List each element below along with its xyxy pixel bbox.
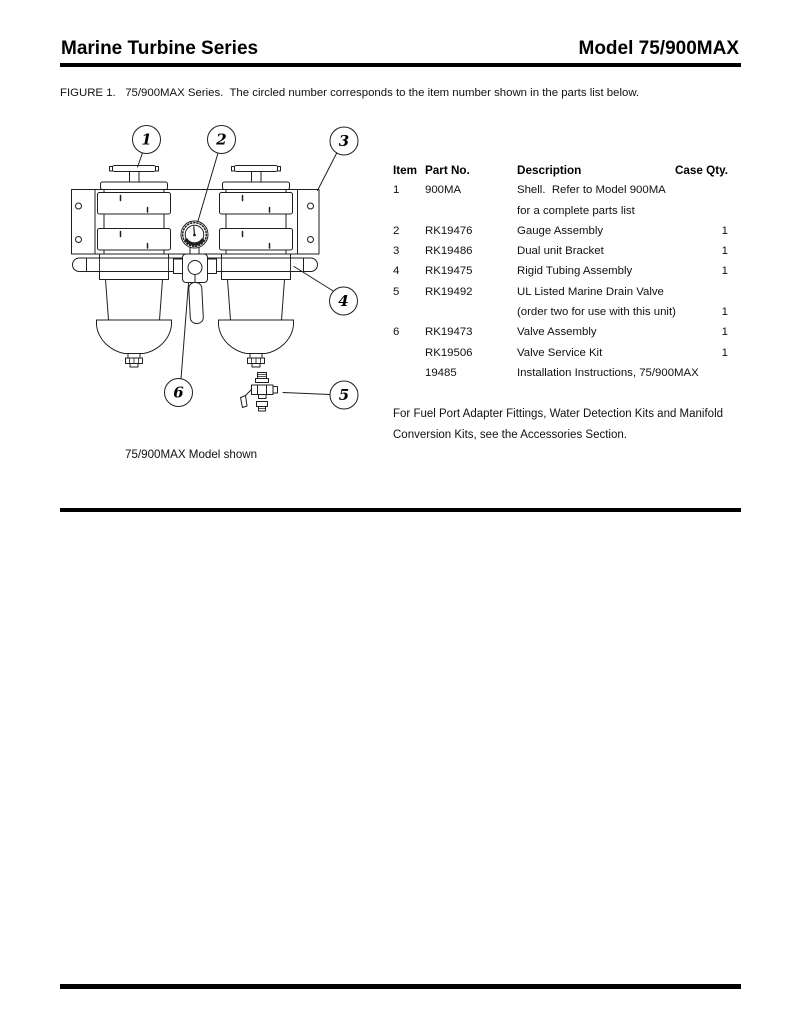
svg-text:4: 4 (338, 292, 349, 310)
col-header-description: Description (517, 164, 582, 177)
footer-bar (60, 984, 741, 989)
cell-qty: 1 (721, 346, 728, 359)
gauge-assembly (181, 221, 208, 248)
table-row (393, 205, 728, 225)
callout-6 (165, 379, 193, 407)
table-row (393, 265, 728, 285)
parts-table-header (393, 164, 728, 184)
cell-desc: Installation Instructions, 75/900MAX (517, 366, 699, 379)
cell-part: RK19506 (425, 346, 473, 359)
cell-item: 4 (393, 265, 400, 278)
cell-desc: Dual unit Bracket (517, 245, 604, 258)
table-row (393, 286, 728, 306)
note-line-2: Conversion Kits, see the Accessories Section. (393, 428, 627, 441)
table-row (393, 225, 728, 245)
col-header-part: Part No. (425, 164, 470, 177)
col-header-case-qty: Case Qty. (674, 164, 728, 177)
svg-text:1: 1 (141, 130, 152, 149)
cell-qty: 1 (721, 224, 728, 237)
cell-desc: UL Listed Marine Drain Valve (517, 285, 664, 298)
page-header (61, 38, 739, 60)
cell-item: 3 (393, 245, 400, 258)
cell-desc: Shell. Refer to Model 900MA (517, 184, 666, 197)
parts-table-rows (393, 184, 728, 387)
cell-desc: (order two for use with this unit) (517, 306, 676, 319)
accessories-note (393, 404, 723, 445)
cell-desc: for a complete parts list (517, 204, 635, 217)
cell-part: RK19492 (425, 285, 473, 298)
cell-qty: 1 (721, 245, 728, 258)
cell-part: 900MA (425, 184, 462, 197)
table-row (393, 245, 728, 265)
model-shown-caption: 75/900MAX Model shown (125, 448, 258, 461)
cell-item: 6 (393, 326, 400, 339)
svg-text:5: 5 (338, 386, 350, 404)
cell-item: 2 (393, 224, 400, 237)
figure-drawing (55, 105, 400, 470)
callout-2 (208, 126, 236, 154)
parts-table (393, 164, 728, 387)
col-header-item: Item (393, 164, 418, 177)
table-row (393, 306, 728, 326)
series-title: Marine Turbine Series (61, 38, 259, 59)
cell-desc: Valve Service Kit (517, 346, 603, 359)
callout-3 (330, 127, 358, 155)
cell-part: 19485 (425, 366, 457, 379)
svg-text:3: 3 (338, 132, 350, 150)
table-row (393, 347, 728, 367)
callout-1 (133, 126, 161, 154)
cell-item: 1 (393, 184, 400, 197)
cell-part: RK19486 (425, 245, 473, 258)
cell-desc: Rigid Tubing Assembly (517, 265, 633, 278)
table-row (393, 184, 728, 204)
model-title: Model 75/900MAX (578, 38, 739, 59)
cell-desc: Gauge Assembly (517, 224, 604, 237)
figure-caption: FIGURE 1. 75/900MAX Series. The circled number corresponds to the item number shown in the parts list below. (60, 87, 640, 99)
table-row (393, 326, 728, 346)
cell-item: 5 (393, 285, 400, 298)
note-line-1: For Fuel Port Adapter Fittings, Water Detection Kits and Manifold (393, 408, 724, 420)
cell-part: RK19473 (425, 326, 473, 339)
svg-text:6: 6 (173, 383, 184, 402)
callout-4 (330, 287, 358, 315)
valve-handle (188, 282, 203, 324)
cell-part: RK19476 (425, 224, 473, 237)
svg-text:2: 2 (216, 130, 227, 149)
callout-5 (330, 381, 358, 409)
drain-valve-part (241, 373, 278, 412)
cell-part: RK19475 (425, 265, 473, 278)
cell-qty: 1 (721, 326, 728, 339)
cell-desc: Valve Assembly (517, 326, 597, 339)
cell-qty: 1 (721, 265, 728, 278)
header-rule (60, 63, 741, 67)
section-divider (60, 508, 741, 512)
table-row (393, 367, 728, 387)
cell-qty: 1 (721, 306, 728, 319)
